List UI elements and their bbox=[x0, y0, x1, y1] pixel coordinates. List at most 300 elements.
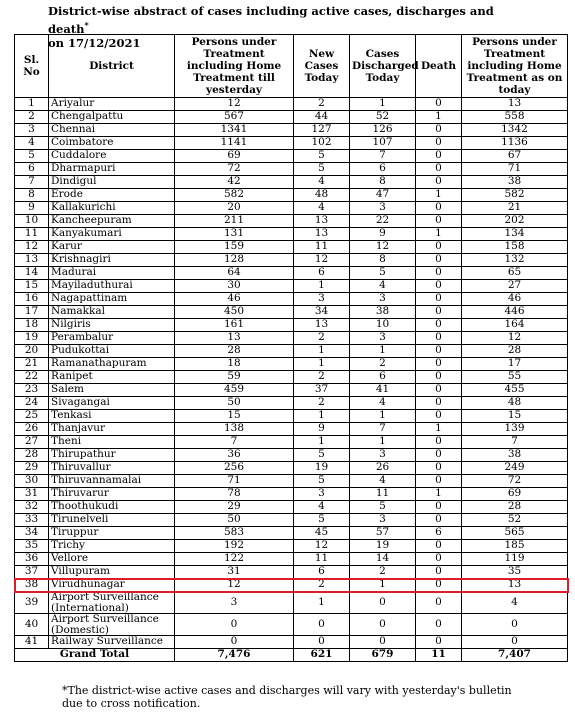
cell-new: 1 bbox=[294, 592, 350, 614]
cell-prev: 582 bbox=[175, 189, 294, 202]
cell-prev: 50 bbox=[175, 514, 294, 527]
total-discharged: 679 bbox=[350, 649, 416, 662]
cell-sl: 26 bbox=[15, 423, 49, 436]
cell-today: 139 bbox=[462, 423, 568, 436]
cell-discharged: 5 bbox=[350, 501, 416, 514]
cell-prev: 256 bbox=[175, 462, 294, 475]
cell-discharged: 22 bbox=[350, 215, 416, 228]
cell-discharged: 19 bbox=[350, 540, 416, 553]
cell-discharged: 0 bbox=[350, 614, 416, 636]
table-row bbox=[15, 410, 568, 423]
cell-sl: 4 bbox=[15, 137, 49, 150]
cell-discharged: 3 bbox=[350, 449, 416, 462]
cell-new: 13 bbox=[294, 215, 350, 228]
cell-district: Madurai bbox=[49, 267, 175, 280]
table-row bbox=[15, 614, 568, 636]
cell-today: 13 bbox=[462, 98, 568, 111]
header-new-cases: New Cases Today bbox=[294, 35, 350, 98]
cell-sl: 13 bbox=[15, 254, 49, 267]
cell-sl: 37 bbox=[15, 566, 49, 579]
cell-new: 48 bbox=[294, 189, 350, 202]
cell-today: 38 bbox=[462, 176, 568, 189]
cell-today: 185 bbox=[462, 540, 568, 553]
cell-today: 582 bbox=[462, 189, 568, 202]
cell-today: 38 bbox=[462, 449, 568, 462]
cell-prev: 64 bbox=[175, 267, 294, 280]
cell-sl: 31 bbox=[15, 488, 49, 501]
cell-district: Dindigul bbox=[49, 176, 175, 189]
cell-sl: 22 bbox=[15, 371, 49, 384]
cell-district: Thoothukudi bbox=[49, 501, 175, 514]
cell-death: 0 bbox=[416, 215, 462, 228]
table-row bbox=[15, 124, 568, 137]
cell-discharged: 6 bbox=[350, 163, 416, 176]
table-row bbox=[15, 436, 568, 449]
cell-discharged: 5 bbox=[350, 267, 416, 280]
cell-discharged: 26 bbox=[350, 462, 416, 475]
table-row bbox=[15, 137, 568, 150]
table-row bbox=[15, 150, 568, 163]
cell-discharged: 2 bbox=[350, 358, 416, 371]
cell-new: 4 bbox=[294, 176, 350, 189]
cell-district: Thanjavur bbox=[49, 423, 175, 436]
cell-sl: 11 bbox=[15, 228, 49, 241]
cell-sl: 19 bbox=[15, 332, 49, 345]
grand-total-label: Grand Total bbox=[15, 649, 175, 662]
total-death: 11 bbox=[416, 649, 462, 662]
cell-discharged: 3 bbox=[350, 202, 416, 215]
title-asterisk: * bbox=[84, 20, 89, 30]
cell-today: 249 bbox=[462, 462, 568, 475]
table-row bbox=[15, 332, 568, 345]
cell-new: 11 bbox=[294, 553, 350, 566]
cell-prev: 567 bbox=[175, 111, 294, 124]
table-row bbox=[15, 475, 568, 488]
cell-death: 0 bbox=[416, 371, 462, 384]
cell-district: Salem bbox=[49, 384, 175, 397]
cell-prev: 7 bbox=[175, 436, 294, 449]
cell-new: 6 bbox=[294, 267, 350, 280]
cell-prev: 459 bbox=[175, 384, 294, 397]
cell-today: 1342 bbox=[462, 124, 568, 137]
cell-discharged: 1 bbox=[350, 436, 416, 449]
cell-today: 202 bbox=[462, 215, 568, 228]
cell-prev: 0 bbox=[175, 614, 294, 636]
cell-discharged: 14 bbox=[350, 553, 416, 566]
footnote: *The district-wise active cases and discharges will vary with yesterday's bulletin due to cross notification. bbox=[62, 684, 512, 710]
table-row bbox=[15, 384, 568, 397]
cell-sl: 23 bbox=[15, 384, 49, 397]
cell-death: 1 bbox=[416, 189, 462, 202]
cell-death: 1 bbox=[416, 228, 462, 241]
cell-prev: 1341 bbox=[175, 124, 294, 137]
cell-discharged: 1 bbox=[350, 579, 416, 592]
cell-new: 5 bbox=[294, 514, 350, 527]
cell-sl: 6 bbox=[15, 163, 49, 176]
cell-discharged: 126 bbox=[350, 124, 416, 137]
cell-district: Chennai bbox=[49, 124, 175, 137]
cell-prev: 69 bbox=[175, 150, 294, 163]
cell-new: 11 bbox=[294, 241, 350, 254]
cell-death: 1 bbox=[416, 111, 462, 124]
cell-death: 0 bbox=[416, 280, 462, 293]
cell-sl: 9 bbox=[15, 202, 49, 215]
cell-death: 0 bbox=[416, 410, 462, 423]
table-row bbox=[15, 293, 568, 306]
cell-new: 2 bbox=[294, 579, 350, 592]
cell-new: 4 bbox=[294, 501, 350, 514]
cell-today: 35 bbox=[462, 566, 568, 579]
cell-sl: 18 bbox=[15, 319, 49, 332]
cell-discharged: 41 bbox=[350, 384, 416, 397]
cell-district: Thiruvarur bbox=[49, 488, 175, 501]
cell-district: Coimbatore bbox=[49, 137, 175, 150]
cell-discharged: 11 bbox=[350, 488, 416, 501]
cell-death: 0 bbox=[416, 449, 462, 462]
grand-total-row bbox=[15, 649, 568, 662]
cell-death: 0 bbox=[416, 98, 462, 111]
header-sl: Sl. No bbox=[15, 35, 49, 98]
cell-death: 0 bbox=[416, 176, 462, 189]
cell-new: 9 bbox=[294, 423, 350, 436]
cell-district: Virudhunagar bbox=[49, 579, 175, 592]
cell-prev: 50 bbox=[175, 397, 294, 410]
cell-district: Ariyalur bbox=[49, 98, 175, 111]
cell-district: Chengalpattu bbox=[49, 111, 175, 124]
cell-district: Ramanathapuram bbox=[49, 358, 175, 371]
table-row bbox=[15, 163, 568, 176]
cell-today: 4 bbox=[462, 592, 568, 614]
table-row bbox=[15, 111, 568, 124]
cell-new: 2 bbox=[294, 332, 350, 345]
cell-today: 7 bbox=[462, 436, 568, 449]
cell-sl: 20 bbox=[15, 345, 49, 358]
cell-discharged: 4 bbox=[350, 475, 416, 488]
cell-discharged: 12 bbox=[350, 241, 416, 254]
cell-district: Ranipet bbox=[49, 371, 175, 384]
cell-sl: 7 bbox=[15, 176, 49, 189]
table-row bbox=[15, 306, 568, 319]
cell-prev: 29 bbox=[175, 501, 294, 514]
cell-death: 0 bbox=[416, 254, 462, 267]
cell-prev: 78 bbox=[175, 488, 294, 501]
cell-district: Tirunelveli bbox=[49, 514, 175, 527]
table-row bbox=[15, 189, 568, 202]
title-line-1: District-wise abstract of cases including active cases, discharges and death bbox=[48, 4, 494, 36]
header-discharged: Cases Discharged Today bbox=[350, 35, 416, 98]
cell-sl: 24 bbox=[15, 397, 49, 410]
table-row bbox=[15, 449, 568, 462]
cell-discharged: 1 bbox=[350, 345, 416, 358]
cell-death: 6 bbox=[416, 527, 462, 540]
cell-prev: 13 bbox=[175, 332, 294, 345]
cell-prev: 42 bbox=[175, 176, 294, 189]
cell-death: 0 bbox=[416, 241, 462, 254]
cell-discharged: 38 bbox=[350, 306, 416, 319]
table-row bbox=[15, 215, 568, 228]
cell-death: 0 bbox=[416, 636, 462, 649]
table-row bbox=[15, 345, 568, 358]
cell-prev: 30 bbox=[175, 280, 294, 293]
cell-prev: 18 bbox=[175, 358, 294, 371]
cell-today: 65 bbox=[462, 267, 568, 280]
cell-sl: 39 bbox=[15, 592, 49, 614]
cell-new: 1 bbox=[294, 345, 350, 358]
table-row bbox=[15, 358, 568, 371]
cell-death: 0 bbox=[416, 358, 462, 371]
cell-death: 0 bbox=[416, 514, 462, 527]
cell-today: 67 bbox=[462, 150, 568, 163]
cell-district: Railway Surveillance bbox=[49, 636, 175, 649]
cell-discharged: 3 bbox=[350, 332, 416, 345]
cell-discharged: 57 bbox=[350, 527, 416, 540]
cell-death: 1 bbox=[416, 423, 462, 436]
cell-today: 21 bbox=[462, 202, 568, 215]
cell-today: 28 bbox=[462, 501, 568, 514]
cell-district: Namakkal bbox=[49, 306, 175, 319]
cell-today: 132 bbox=[462, 254, 568, 267]
cell-sl: 16 bbox=[15, 293, 49, 306]
cell-district: Kancheepuram bbox=[49, 215, 175, 228]
cell-prev: 72 bbox=[175, 163, 294, 176]
cell-prev: 1141 bbox=[175, 137, 294, 150]
cell-today: 48 bbox=[462, 397, 568, 410]
cell-discharged: 2 bbox=[350, 566, 416, 579]
cell-new: 2 bbox=[294, 98, 350, 111]
cell-new: 5 bbox=[294, 449, 350, 462]
cell-new: 3 bbox=[294, 488, 350, 501]
cell-district: Thiruvannamalai bbox=[49, 475, 175, 488]
cell-new: 12 bbox=[294, 540, 350, 553]
cell-today: 71 bbox=[462, 163, 568, 176]
cell-district: Karur bbox=[49, 241, 175, 254]
table-row bbox=[15, 319, 568, 332]
table-row bbox=[15, 579, 568, 592]
table-row bbox=[15, 423, 568, 436]
table-row bbox=[15, 267, 568, 280]
cell-new: 13 bbox=[294, 319, 350, 332]
cell-district: Thiruvallur bbox=[49, 462, 175, 475]
cell-today: 13 bbox=[462, 579, 568, 592]
total-prev: 7,476 bbox=[175, 649, 294, 662]
cell-district: Vellore bbox=[49, 553, 175, 566]
cell-discharged: 8 bbox=[350, 176, 416, 189]
cell-death: 0 bbox=[416, 614, 462, 636]
table-row bbox=[15, 176, 568, 189]
cell-discharged: 7 bbox=[350, 150, 416, 163]
cell-district: Pudukottai bbox=[49, 345, 175, 358]
cell-death: 0 bbox=[416, 436, 462, 449]
cell-district: Cuddalore bbox=[49, 150, 175, 163]
cell-prev: 46 bbox=[175, 293, 294, 306]
cell-prev: 161 bbox=[175, 319, 294, 332]
cell-prev: 28 bbox=[175, 345, 294, 358]
district-table bbox=[14, 34, 568, 662]
cell-discharged: 6 bbox=[350, 371, 416, 384]
cell-new: 12 bbox=[294, 254, 350, 267]
header-under-treatment-today: Persons under Treatment including Home Treatment as on today bbox=[462, 35, 568, 98]
cell-today: 17 bbox=[462, 358, 568, 371]
cell-prev: 583 bbox=[175, 527, 294, 540]
cell-today: 46 bbox=[462, 293, 568, 306]
table-row bbox=[15, 371, 568, 384]
header-death: Death bbox=[416, 35, 462, 98]
cell-death: 0 bbox=[416, 202, 462, 215]
cell-today: 565 bbox=[462, 527, 568, 540]
cell-new: 1 bbox=[294, 410, 350, 423]
cell-discharged: 8 bbox=[350, 254, 416, 267]
cell-today: 52 bbox=[462, 514, 568, 527]
cell-sl: 33 bbox=[15, 514, 49, 527]
cell-prev: 128 bbox=[175, 254, 294, 267]
cell-death: 0 bbox=[416, 150, 462, 163]
cell-sl: 12 bbox=[15, 241, 49, 254]
cell-sl: 10 bbox=[15, 215, 49, 228]
cell-death: 0 bbox=[416, 163, 462, 176]
cell-prev: 12 bbox=[175, 98, 294, 111]
cell-district: Trichy bbox=[49, 540, 175, 553]
cell-new: 127 bbox=[294, 124, 350, 137]
cell-sl: 29 bbox=[15, 462, 49, 475]
cell-death: 0 bbox=[416, 397, 462, 410]
cell-district: Kallakurichi bbox=[49, 202, 175, 215]
cell-today: 72 bbox=[462, 475, 568, 488]
cell-death: 0 bbox=[416, 267, 462, 280]
cell-sl: 5 bbox=[15, 150, 49, 163]
cell-prev: 122 bbox=[175, 553, 294, 566]
cell-new: 1 bbox=[294, 358, 350, 371]
title-line-2: on 17/12/2021 bbox=[48, 35, 141, 50]
cell-district: Dharmapuri bbox=[49, 163, 175, 176]
cell-death: 1 bbox=[416, 488, 462, 501]
cell-sl: 35 bbox=[15, 540, 49, 553]
cell-death: 0 bbox=[416, 540, 462, 553]
total-new: 621 bbox=[294, 649, 350, 662]
cell-district: Airport Surveillance (International) bbox=[49, 592, 175, 614]
header-row bbox=[15, 35, 568, 98]
cell-new: 45 bbox=[294, 527, 350, 540]
cell-prev: 20 bbox=[175, 202, 294, 215]
cell-new: 5 bbox=[294, 150, 350, 163]
table-row bbox=[15, 397, 568, 410]
table-row bbox=[15, 462, 568, 475]
cell-new: 34 bbox=[294, 306, 350, 319]
cell-new: 37 bbox=[294, 384, 350, 397]
cell-death: 0 bbox=[416, 566, 462, 579]
cell-sl: 27 bbox=[15, 436, 49, 449]
table-row bbox=[15, 514, 568, 527]
cell-today: 69 bbox=[462, 488, 568, 501]
cell-today: 55 bbox=[462, 371, 568, 384]
cell-new: 44 bbox=[294, 111, 350, 124]
cell-today: 134 bbox=[462, 228, 568, 241]
table-row bbox=[15, 566, 568, 579]
cell-new: 0 bbox=[294, 614, 350, 636]
table-row bbox=[15, 280, 568, 293]
cell-discharged: 47 bbox=[350, 189, 416, 202]
cell-prev: 211 bbox=[175, 215, 294, 228]
cell-today: 12 bbox=[462, 332, 568, 345]
cell-new: 1 bbox=[294, 280, 350, 293]
cell-discharged: 7 bbox=[350, 423, 416, 436]
table-row bbox=[15, 241, 568, 254]
cell-death: 0 bbox=[416, 137, 462, 150]
cell-prev: 59 bbox=[175, 371, 294, 384]
cell-today: 27 bbox=[462, 280, 568, 293]
cell-death: 0 bbox=[416, 553, 462, 566]
cell-sl: 3 bbox=[15, 124, 49, 137]
cell-today: 158 bbox=[462, 241, 568, 254]
cell-prev: 12 bbox=[175, 579, 294, 592]
cell-death: 0 bbox=[416, 124, 462, 137]
table-row bbox=[15, 540, 568, 553]
table-row bbox=[15, 553, 568, 566]
cell-sl: 40 bbox=[15, 614, 49, 636]
cell-sl: 25 bbox=[15, 410, 49, 423]
cell-death: 0 bbox=[416, 579, 462, 592]
cell-today: 558 bbox=[462, 111, 568, 124]
header-under-treatment-yesterday: Persons under Treatment including Home Treatment till yesterday bbox=[175, 35, 294, 98]
cell-district: Erode bbox=[49, 189, 175, 202]
cell-new: 13 bbox=[294, 228, 350, 241]
cell-new: 6 bbox=[294, 566, 350, 579]
cell-new: 2 bbox=[294, 397, 350, 410]
cell-sl: 36 bbox=[15, 553, 49, 566]
table-body bbox=[15, 98, 568, 649]
cell-death: 0 bbox=[416, 475, 462, 488]
cell-new: 5 bbox=[294, 163, 350, 176]
table-row bbox=[15, 98, 568, 111]
cell-prev: 192 bbox=[175, 540, 294, 553]
cell-discharged: 0 bbox=[350, 636, 416, 649]
cell-death: 0 bbox=[416, 319, 462, 332]
cell-district: Villupuram bbox=[49, 566, 175, 579]
cell-prev: 138 bbox=[175, 423, 294, 436]
cell-sl: 32 bbox=[15, 501, 49, 514]
table-row bbox=[15, 592, 568, 614]
cell-discharged: 1 bbox=[350, 410, 416, 423]
table-row bbox=[15, 488, 568, 501]
cell-prev: 450 bbox=[175, 306, 294, 319]
cell-district: Theni bbox=[49, 436, 175, 449]
cell-sl: 41 bbox=[15, 636, 49, 649]
cell-sl: 1 bbox=[15, 98, 49, 111]
cell-district: Tiruppur bbox=[49, 527, 175, 540]
cell-prev: 15 bbox=[175, 410, 294, 423]
cell-district: Airport Surveillance (Domestic) bbox=[49, 614, 175, 636]
cell-new: 3 bbox=[294, 293, 350, 306]
cell-today: 119 bbox=[462, 553, 568, 566]
cell-discharged: 1 bbox=[350, 98, 416, 111]
table-row bbox=[15, 501, 568, 514]
cell-district: Mayiladuthurai bbox=[49, 280, 175, 293]
cell-discharged: 4 bbox=[350, 280, 416, 293]
cell-sl: 14 bbox=[15, 267, 49, 280]
cell-new: 19 bbox=[294, 462, 350, 475]
cell-district: Kanyakumari bbox=[49, 228, 175, 241]
cell-death: 0 bbox=[416, 306, 462, 319]
cell-today: 164 bbox=[462, 319, 568, 332]
cell-death: 0 bbox=[416, 293, 462, 306]
cell-prev: 3 bbox=[175, 592, 294, 614]
table-row bbox=[15, 254, 568, 267]
cell-sl: 8 bbox=[15, 189, 49, 202]
cell-prev: 0 bbox=[175, 636, 294, 649]
cell-discharged: 9 bbox=[350, 228, 416, 241]
cell-prev: 71 bbox=[175, 475, 294, 488]
cell-prev: 31 bbox=[175, 566, 294, 579]
cell-discharged: 0 bbox=[350, 592, 416, 614]
